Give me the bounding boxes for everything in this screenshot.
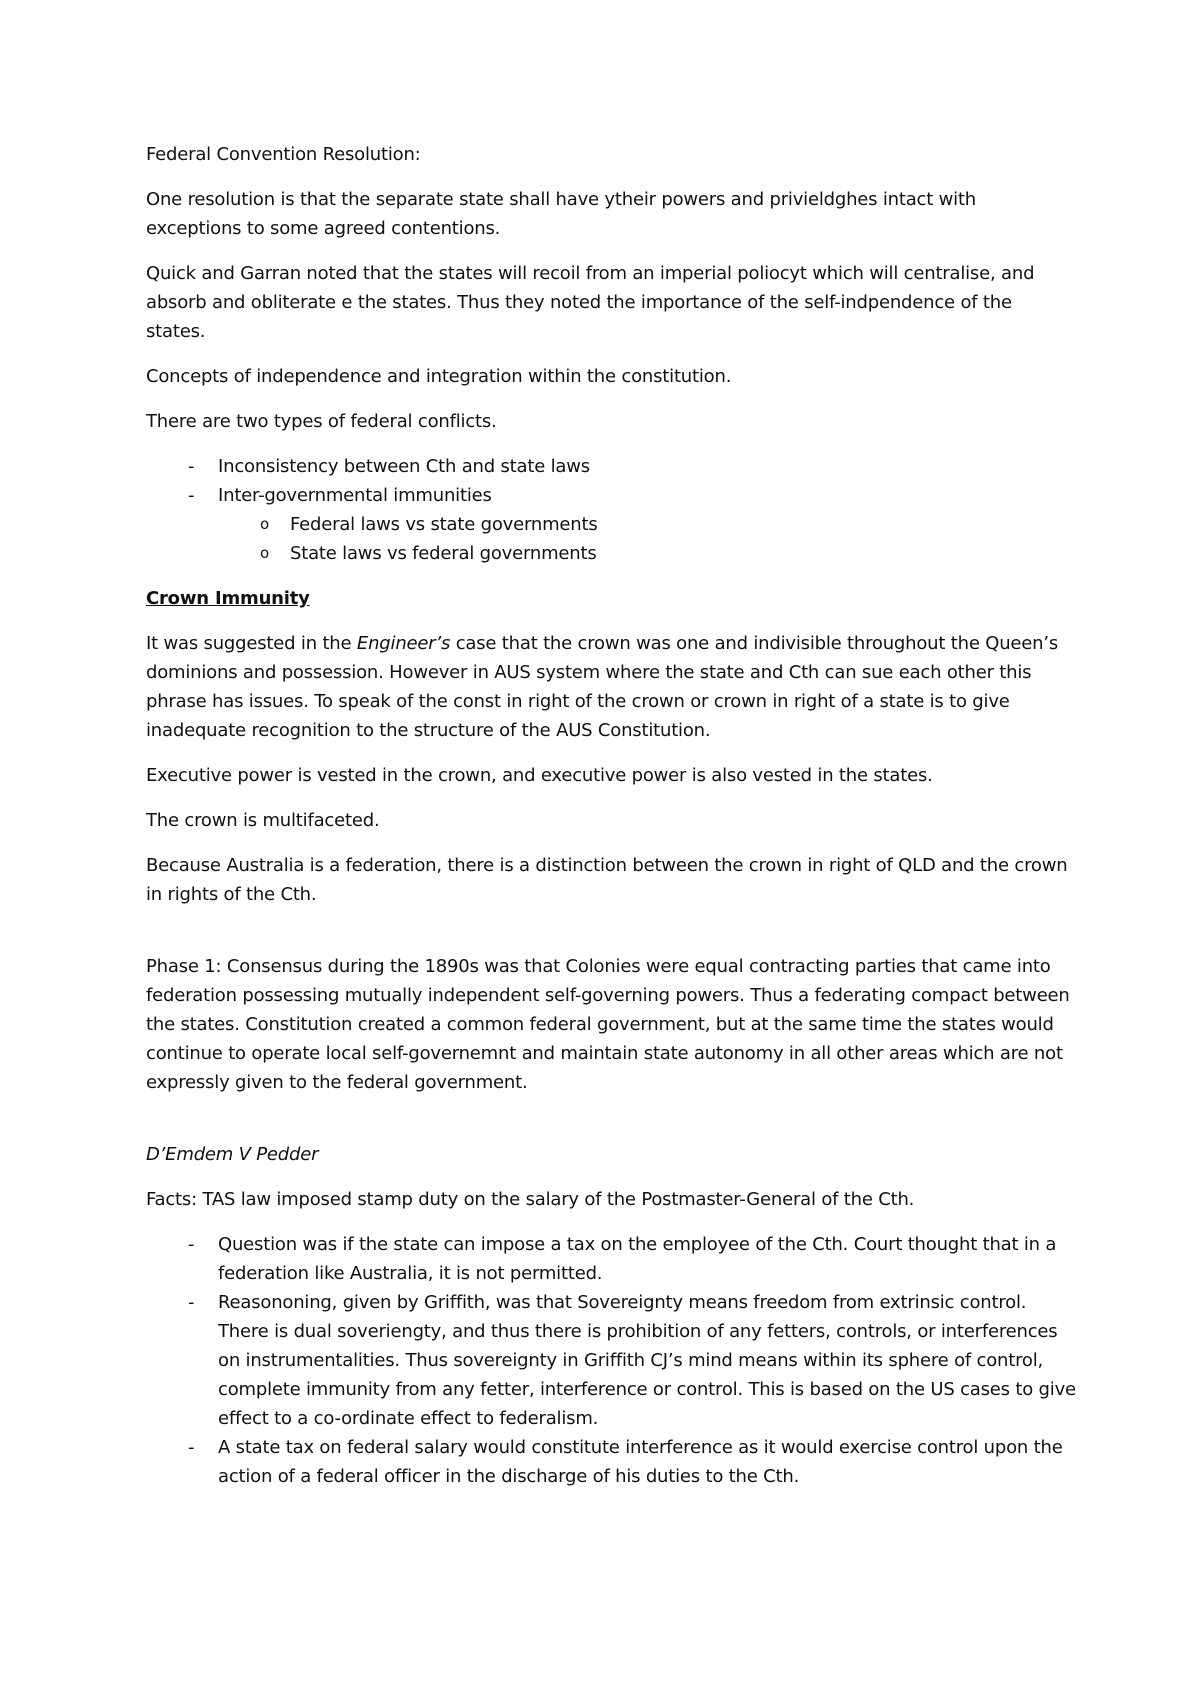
paragraph-phase-1: Phase 1: Consensus during the 1890s was that Colonies were equal contracting parties that came into federation possessing mutually independent self-governing powers. Thus a federating compact between the states. Constitution created a common federal government, but at the same time the states would continue to operate local self-governemnt and maintain state autonomy in all other areas which are not expressly given to the federal government.: [146, 956, 1070, 1093]
list-item: [146, 1288, 1076, 1433]
list-item-text: Question was if the state can impose a tax on the employee of the Cth. Court thought that in a federation like Australia, it is not permitted.: [218, 1234, 1057, 1284]
engineers-text-b: case that the crown was one and indivisible throughout the Queen’s dominions and possession. However in AUS system where the state and Cth can sue each other this phrase has issues. To speak of the const in right of the crown or crown in right of a state is to give inadequate recognition to the structure of the AUS Constitution.: [146, 633, 1059, 741]
sublist-item-text: State laws vs federal governments: [290, 543, 597, 564]
sublist-item: [218, 510, 1076, 539]
sublist-item-text: Federal laws vs state governments: [290, 514, 598, 535]
paragraph-conflicts-intro: There are two types of federal conflicts.: [146, 411, 497, 432]
immunities-sublist: [218, 510, 1076, 568]
heading-crown-immunity: Crown Immunity: [146, 588, 310, 609]
list-item: [146, 481, 1076, 568]
spacer: [146, 925, 1076, 952]
list-item-text: Reasononing, given by Griffith, was that Sovereignty means freedom from extrinsic control. There is dual soveriengty, and thus there is prohibition of any fetters, controls, or interferences on instrumentalities. Thus sovereignty in Griffith CJ’s mind means within its sphere of control, complete immunity from any fetter, interference or control. This is based on the US cases to give effect to a co-ordinate effect to federalism.: [218, 1292, 1076, 1429]
paragraph-facts: Facts: TAS law imposed stamp duty on the salary of the Postmaster-General of the Cth.: [146, 1189, 915, 1210]
paragraph-concepts: Concepts of independence and integration within the constitution.: [146, 366, 732, 387]
list-item-text: Inter-governmental immunities: [218, 485, 492, 506]
engineers-text-a: It was suggested in the: [146, 633, 357, 654]
sublist-item: [218, 539, 1076, 568]
conflicts-list: [146, 452, 1076, 568]
paragraph-convention-title: Federal Convention Resolution:: [146, 144, 421, 165]
paragraph-federation-distinction: Because Australia is a federation, there is a distinction between the crown in right of QLD and the crown in rights of the Cth.: [146, 855, 1068, 905]
paragraph-crown-multifaceted: The crown is multifaceted.: [146, 810, 380, 831]
list-item-text: A state tax on federal salary would constitute interference as it would exercise control upon the action of a federal officer in the discharge of his duties to the Cth.: [218, 1437, 1063, 1487]
paragraph-engineers-case: [146, 629, 1076, 745]
engineers-case-name: Engineer’s: [356, 633, 451, 654]
list-item-text: Inconsistency between Cth and state laws: [218, 456, 590, 477]
case-points-list: [146, 1230, 1076, 1491]
paragraph-resolution: One resolution is that the separate state shall have ytheir powers and privieldghes intact with exceptions to some agreed contentions.: [146, 189, 977, 239]
heading-demden-pedder: D’Emdem V Pedder: [146, 1144, 319, 1165]
paragraph-executive-power: Executive power is vested in the crown, and executive power is also vested in the states.: [146, 765, 933, 786]
list-item: [146, 1230, 1076, 1288]
list-item: [146, 1433, 1076, 1491]
list-item: [146, 452, 1076, 481]
document-page: [146, 140, 1076, 1507]
paragraph-quick-garran: Quick and Garran noted that the states will recoil from an imperial poliocyt which will centralise, and absorb and obliterate e the states. Thus they noted the importance of the self-indpendence of the states.: [146, 263, 1035, 342]
spacer: [146, 1113, 1076, 1140]
